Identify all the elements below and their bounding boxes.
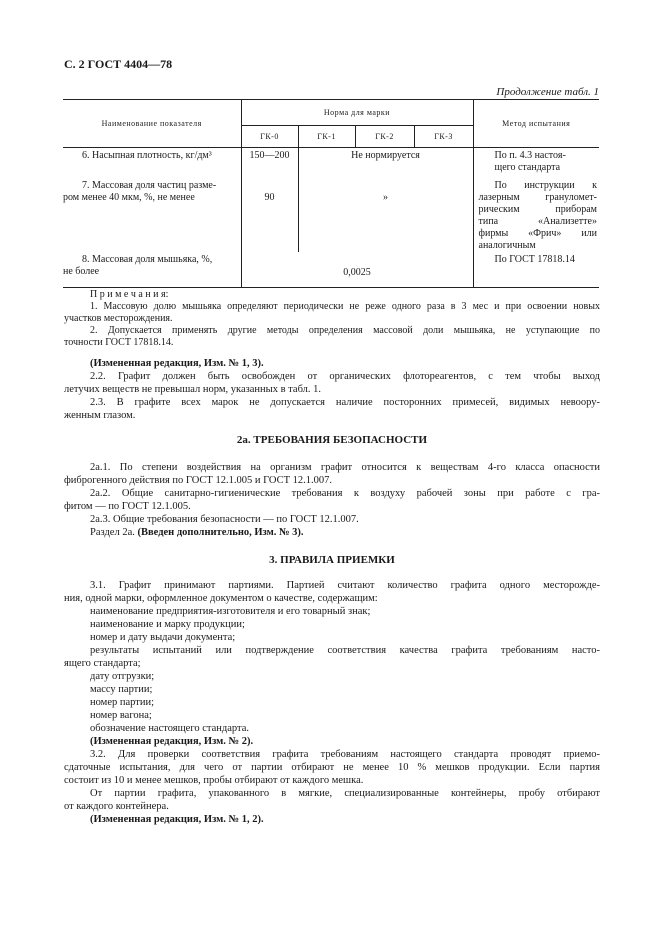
para-line: летучих веществ не превышал норм, указанных в табл. 1. bbox=[64, 384, 322, 395]
note-line: участков месторождения. bbox=[64, 313, 173, 324]
edition-note: (Измененная редакция, Изм. № 2). bbox=[90, 736, 254, 747]
section-2-body bbox=[64, 357, 600, 422]
row-7-method-line: По инструкции к bbox=[494, 179, 597, 191]
row-8-name bbox=[63, 252, 241, 288]
note-line: точности ГОСТ 17818.14. bbox=[64, 337, 174, 348]
grade-header: ГК-2 bbox=[355, 126, 414, 148]
section-2a-note-bold: (Введен дополнительно, Изм. № 3). bbox=[137, 527, 304, 538]
row-6-method-line: щего стандарта bbox=[494, 162, 561, 173]
row-7-name-line: ром менее 40 мкм, %, не менее bbox=[63, 191, 195, 203]
list-item: номер и дату выдачи документа; bbox=[90, 632, 236, 643]
col-header-method: Метод испытания bbox=[473, 100, 599, 148]
para-line: сдаточные испытания, для чего от партии отбирают не менее 10 % мешков продукции. Если партия bbox=[64, 762, 600, 773]
section-2a-body bbox=[64, 461, 600, 539]
para-line: 3.2. Для проверки соответствия графита требованиям настоящего стандарта проводят приемо- bbox=[90, 749, 600, 760]
row-7-method-line: рическим приборам bbox=[478, 203, 597, 215]
list-item: наименование предприятия-изготовителя и его товарный знак; bbox=[90, 606, 371, 617]
list-item: номер вагона; bbox=[90, 710, 152, 721]
row-8-method bbox=[473, 252, 599, 288]
section-3-title: 3. ПРАВИЛА ПРИЕМКИ bbox=[269, 554, 395, 566]
section-3-body bbox=[64, 579, 600, 826]
row-6-name bbox=[63, 148, 241, 176]
row-7-name-line: 7. Массовая доля частиц разме- bbox=[82, 179, 217, 191]
para-line: От партии графита, упакованного в мягкие, специализированные контейнеры, пробу отбирают bbox=[90, 788, 600, 799]
list-item: массу партии; bbox=[90, 684, 153, 695]
edition-note: (Измененная редакция, Изм. № 1, 3). bbox=[90, 358, 264, 369]
page-header: С. 2 ГОСТ 4404—78 bbox=[64, 57, 173, 71]
table-continuation: Продолжение табл. 1 bbox=[496, 86, 599, 98]
list-item: номер партии; bbox=[90, 697, 154, 708]
col-header-name: Наименование показателя bbox=[63, 100, 241, 148]
para-line: от каждого контейнера. bbox=[64, 801, 169, 812]
row-7-method-line: фирмы «Фрич» или bbox=[478, 227, 597, 239]
row-8-all: 0,0025 bbox=[241, 252, 473, 288]
para-line: результаты испытаний или подтверждение соответствия качества графита требованиям насто- bbox=[90, 645, 600, 656]
row-7-method-line: лазерным грануломет- bbox=[478, 191, 597, 203]
grade-header: ГК-1 bbox=[298, 126, 355, 148]
section-2a-note bbox=[64, 526, 600, 539]
grade-header: ГК-0 bbox=[241, 126, 298, 148]
para-line: женным глазом. bbox=[64, 410, 136, 421]
list-item: обозначение настоящего стандарта. bbox=[90, 723, 250, 734]
para-line: состоит из 10 и менее мешков, пробы отбирают от каждого мешка. bbox=[64, 775, 364, 786]
row-7-method-line: аналогичным bbox=[478, 239, 536, 251]
row-6-name-line: 6. Насыпная плотность, кг/дм³ bbox=[82, 150, 212, 161]
para-line: ящего стандарта; bbox=[64, 658, 141, 669]
row-8-method-line: По ГОСТ 17818.14 bbox=[494, 253, 575, 265]
para-line: фитом — по ГОСТ 12.1.005. bbox=[64, 501, 191, 512]
list-item: дату отгрузки; bbox=[90, 671, 155, 682]
para-line: ния, одной марки, оформленное документом о качестве, содержащим: bbox=[64, 593, 378, 604]
row-8-name-line: не более bbox=[63, 265, 100, 277]
section-2a-title: 2а. ТРЕБОВАНИЯ БЕЗОПАСНОСТИ bbox=[236, 434, 428, 446]
list-item: наименование и марку продукции; bbox=[90, 619, 245, 630]
row-7-gk0: 90 bbox=[241, 176, 298, 252]
col-header-norm: Норма для марки bbox=[241, 100, 473, 126]
note-line: 1. Массовую долю мышьяка определяют периодически не реже одного раза в 3 мес и при освоении новых bbox=[90, 301, 600, 312]
row-8-name-line: 8. Массовая доля мышьяка, %, bbox=[82, 253, 213, 265]
edition-note: (Измененная редакция, Изм. № 1, 2). bbox=[90, 814, 264, 825]
notes-title: П р и м е ч а н и я: bbox=[90, 289, 169, 300]
para-line: 2.2. Графит должен быть освобожден от органических флотореагентов, с тем чтобы выход bbox=[90, 371, 600, 382]
para-line: 2а.2. Общие санитарно-гигиенические требования к воздуху рабочей зоны при работе с гра- bbox=[90, 488, 600, 499]
row-7-method bbox=[473, 176, 599, 252]
para-line: фиброгенного действия по ГОСТ 12.1.005 и ГОСТ 12.1.007. bbox=[64, 475, 333, 486]
row-6-method bbox=[473, 148, 599, 176]
notes bbox=[64, 289, 600, 349]
para-line: 2.3. В графите всех марок не допускается наличие посторонних примесей, видимых невоору- bbox=[90, 397, 600, 408]
norm-table bbox=[63, 99, 599, 288]
section-2a-note-prefix: Раздел 2а. bbox=[90, 527, 138, 538]
row-6-other: Не нормируется bbox=[298, 148, 473, 176]
row-7-name bbox=[63, 176, 241, 252]
grade-header: ГК-3 bbox=[414, 126, 473, 148]
para-line: 3.1. Графит принимают партиями. Партией считают количество графита одного месторожде- bbox=[90, 580, 600, 591]
row-6-gk0: 150—200 bbox=[241, 148, 298, 176]
para-line: 2а.3. Общие требования безопасности — по ГОСТ 12.1.007. bbox=[90, 514, 359, 525]
para-line: 2а.1. По степени воздействия на организм графит относится к веществам 4-го класса опасности bbox=[90, 462, 600, 473]
row-6-method-line: По п. 4.3 настоя- bbox=[494, 150, 566, 161]
row-7-method-line: типа «Анализетте» bbox=[478, 215, 597, 227]
note-line: 2. Допускается применять другие методы определения массовой доли мышьяка, не уступающие по bbox=[90, 325, 600, 336]
row-7-other: » bbox=[298, 176, 473, 252]
